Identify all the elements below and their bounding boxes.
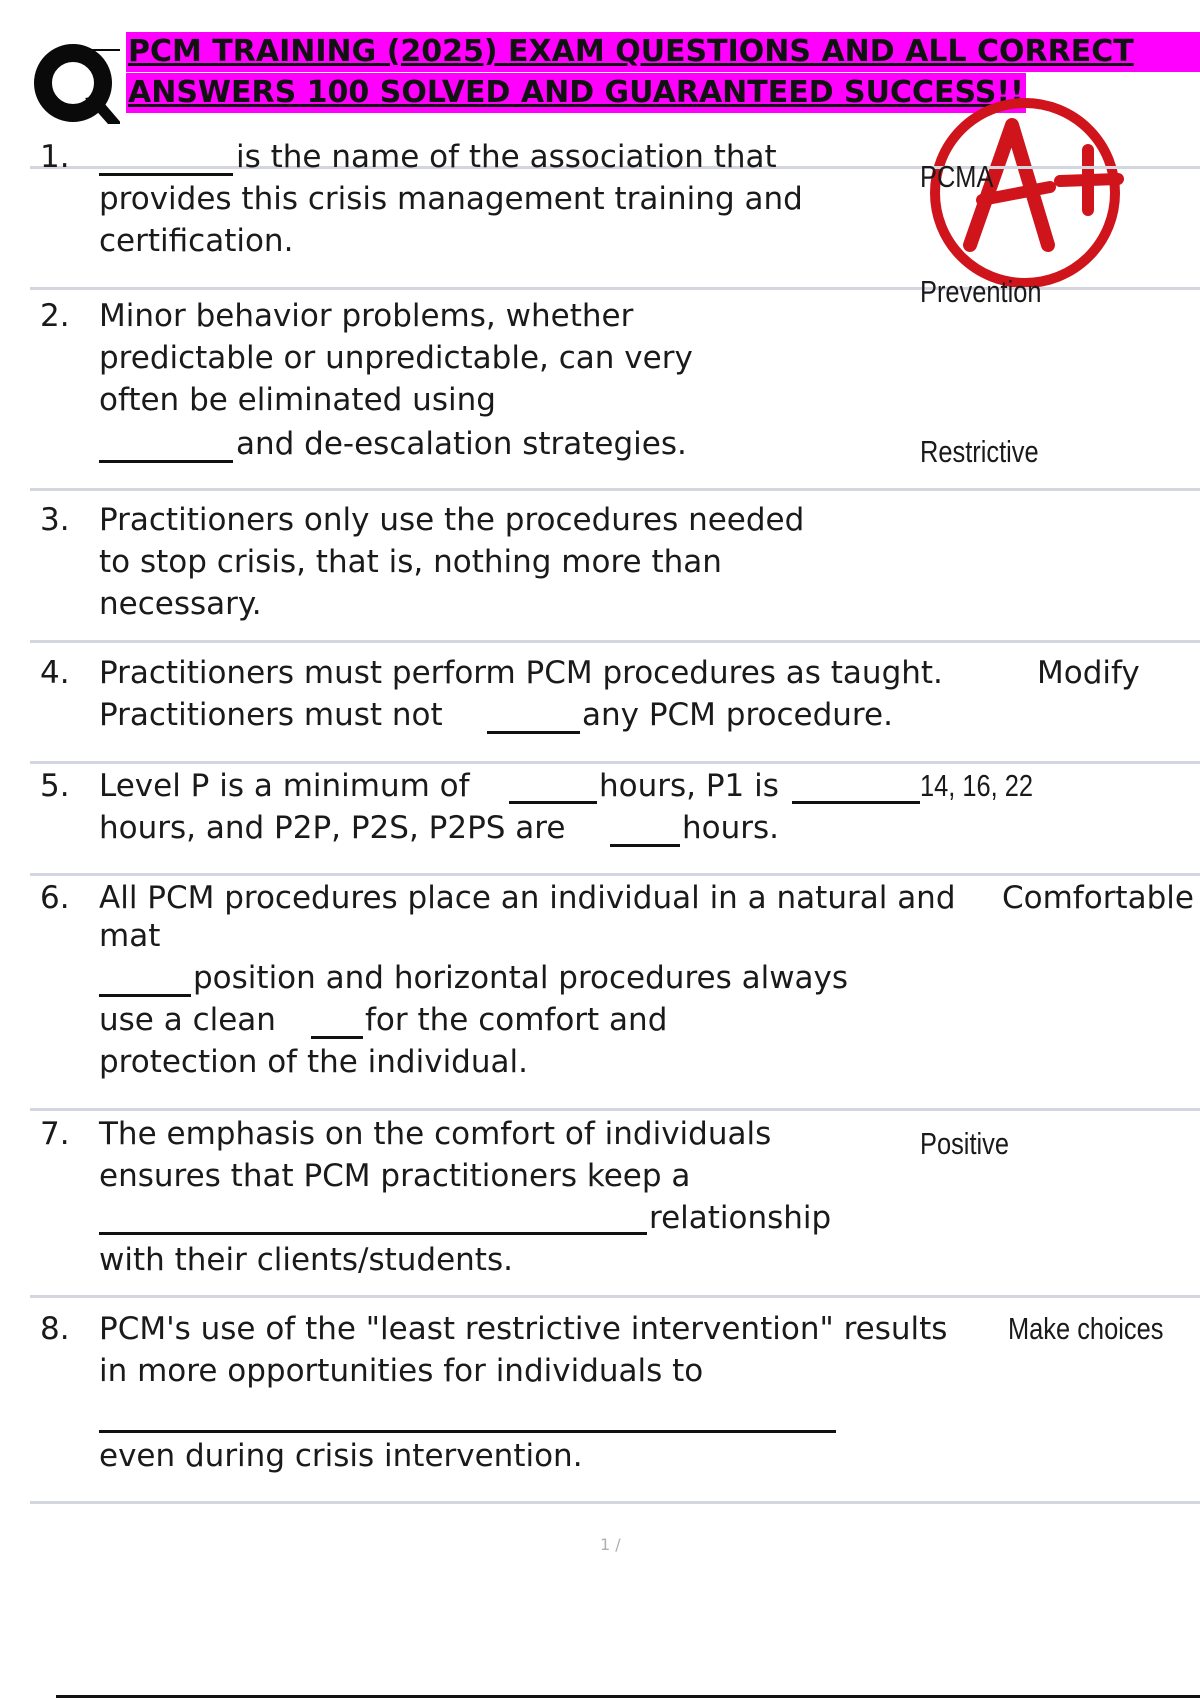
answer-blank — [99, 994, 191, 997]
question-text-line: All PCM procedures place an individual in a natural and — [99, 880, 956, 916]
separator — [30, 1295, 1200, 1298]
question-text-line: is the name of the association that — [236, 139, 777, 175]
question-number: 6. — [40, 880, 70, 916]
answer-text: Comfortable — [1002, 880, 1194, 916]
question-text-line: Practitioners must not — [99, 697, 443, 733]
question-text-line: in more opportunities for individuals to — [99, 1353, 704, 1389]
answer-text: Make choices — [1008, 1311, 1164, 1346]
question-number: 3. — [40, 502, 70, 538]
answer-blank — [99, 460, 233, 463]
question-text-line: Level P is a minimum of — [99, 768, 470, 804]
answer-blank — [99, 1430, 836, 1433]
answer-blank — [487, 731, 580, 734]
question-text-line: predictable or unpredictable, can very — [99, 340, 693, 376]
question-text-line: position and horizontal procedures always — [193, 960, 849, 996]
separator — [30, 1501, 1200, 1504]
q-logo-icon — [30, 40, 120, 130]
answer-text: PCMA — [920, 159, 994, 194]
separator — [30, 640, 1200, 643]
separator — [30, 1108, 1200, 1111]
answer-blank — [610, 844, 680, 847]
question-text-line: relationship — [649, 1200, 832, 1236]
question-text-line: even during crisis intervention. — [99, 1438, 583, 1474]
question-text-line: with their clients/students. — [99, 1242, 513, 1278]
separator — [30, 873, 1200, 876]
question-text-line: protection of the individual. — [99, 1044, 528, 1080]
answer-text-wrapper — [1008, 1308, 1200, 1350]
question-text-line: mat — [99, 918, 161, 954]
answer-blank — [509, 801, 597, 804]
answer-blank — [99, 1232, 647, 1235]
question-text-line: certification. — [99, 223, 294, 259]
answer-blank — [311, 1036, 363, 1039]
question-number: 2. — [40, 298, 70, 334]
question-text-line: provides this crisis management training and — [99, 181, 803, 217]
separator — [30, 761, 1200, 764]
answer-blank — [792, 801, 920, 804]
question-text-line: and de-escalation strategies. — [236, 426, 687, 462]
answer-text: 14, 16, 22 — [920, 768, 1034, 803]
question-text-line: for the comfort and — [365, 1002, 668, 1038]
question-text-line: hours. — [682, 810, 780, 846]
question-text-line: necessary. — [99, 586, 262, 622]
question-text-line: The emphasis on the comfort of individuals — [99, 1116, 772, 1152]
question-text-line: ensures that PCM practitioners keep a — [99, 1158, 691, 1194]
document-title-line-1: PCM TRAINING (2025) EXAM QUESTIONS AND ALL CORRECT — [126, 32, 1200, 72]
page-number: 1 / — [600, 1535, 621, 1554]
question-text-line: hours, P1 is — [599, 768, 779, 804]
answer-text: Prevention — [920, 274, 1042, 309]
question-text-line: Practitioners must perform PCM procedures as taught. — [99, 655, 943, 691]
question-text-line: hours, and P2P, P2S, P2PS are — [99, 810, 566, 846]
question-number: 4. — [40, 655, 70, 691]
question-number: 7. — [40, 1116, 70, 1152]
question-text-line: use a clean — [99, 1002, 276, 1038]
answer-text: Positive — [920, 1126, 1010, 1161]
question-number: 5. — [40, 768, 70, 804]
answer-text: Modify — [1037, 655, 1140, 691]
question-text-line: PCM's use of the "least restrictive intervention" results — [99, 1311, 948, 1347]
question-text-line: Practitioners only use the procedures needed — [99, 502, 805, 538]
answer-text: Restrictive — [920, 434, 1039, 469]
question-text-line: Minor behavior problems, whether — [99, 298, 634, 334]
separator — [30, 488, 1200, 491]
question-text-line: often be eliminated using — [99, 382, 496, 418]
footer-rule — [56, 1695, 1200, 1698]
question-text-line: any PCM procedure. — [582, 697, 893, 733]
question-number: 8. — [40, 1311, 70, 1347]
question-text-line: to stop crisis, that is, nothing more than — [99, 544, 722, 580]
question-number: 1. — [40, 139, 70, 175]
answer-blank — [99, 173, 233, 176]
document-title-line-2: ANSWERS 100 SOLVED AND GUARANTEED SUCCESS!! — [126, 73, 1026, 113]
